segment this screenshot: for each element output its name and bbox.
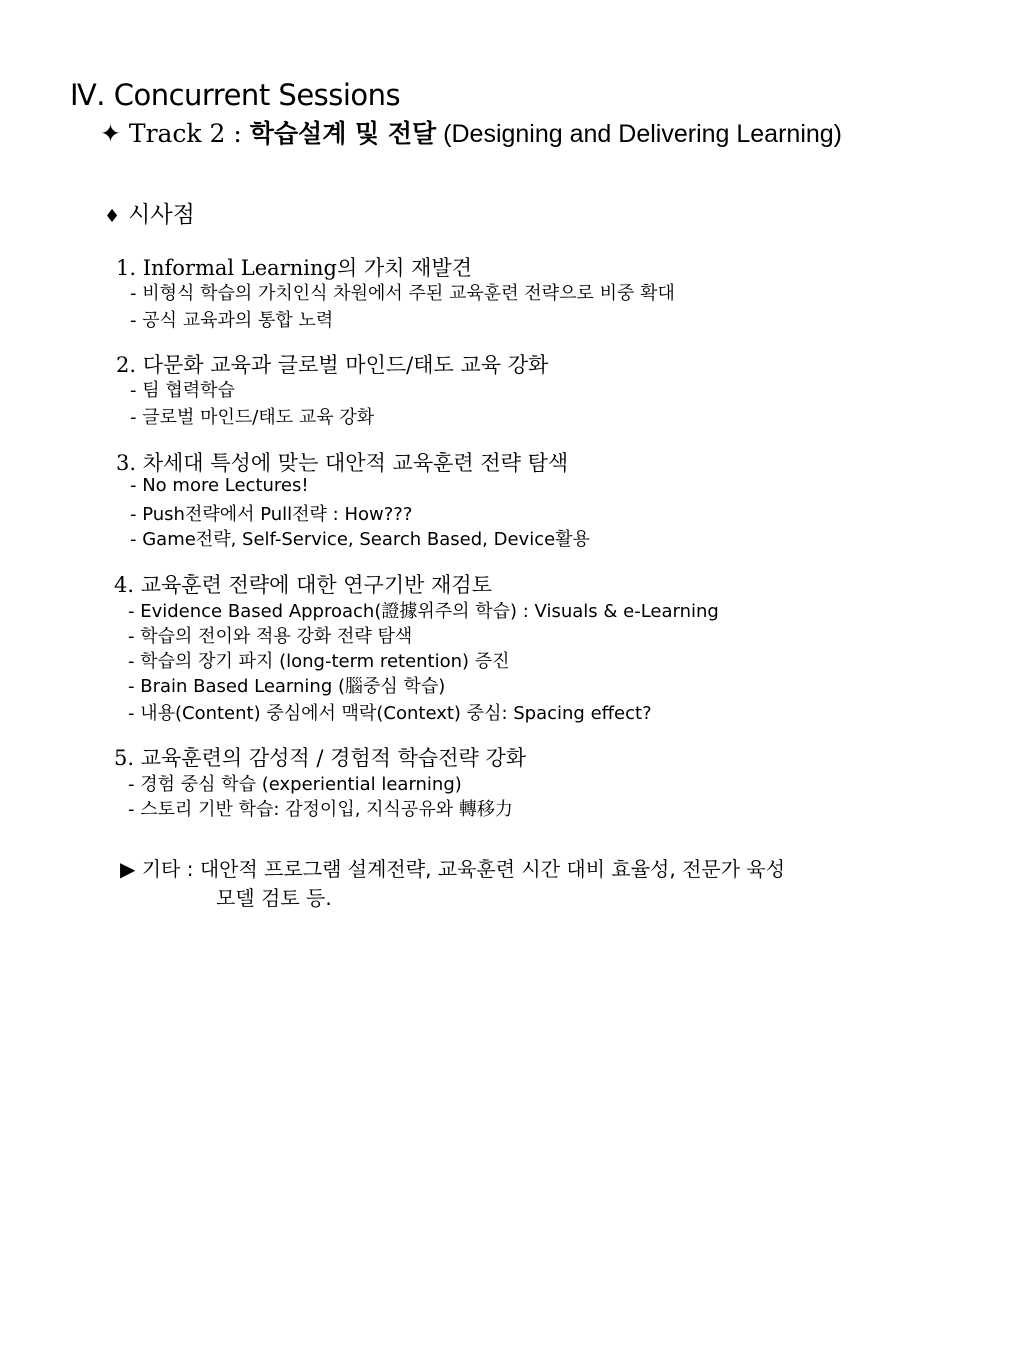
page-title: Ⅳ. Concurrent Sessions [70, 78, 401, 112]
item-4-heading: 4. 교육훈련 전략에 대한 연구기반 재검토 [114, 573, 492, 597]
item-4-sub-3: - 학습의 장기 파지 (long-term retention) 증진 [128, 651, 510, 672]
item-1-heading: 1. Informal Learning의 가치 재발견 [116, 256, 473, 280]
section-heading [104, 196, 195, 229]
item-5-sub-1: - 경험 중심 학습 (experiential learning) [128, 774, 462, 795]
item-2-sub-2: - 글로벌 마인드/태도 교육 강화 [130, 407, 375, 428]
track-heading [100, 114, 842, 150]
diamond-bullet-icon: ♦ [104, 206, 121, 227]
other-note-line-1: ▶ 기타 : 대안적 프로그램 설계전략, 교육훈련 시간 대비 효율성, 전문가 육성 [120, 857, 786, 881]
item-4-sub-4: - Brain Based Learning (腦중심 학습) [128, 676, 446, 697]
track-lead: ✦ Track 2 : [100, 119, 250, 148]
item-2-heading: 2. 다문화 교육과 글로벌 마인드/태도 교육 강화 [116, 353, 549, 377]
item-3-sub-1: - No more Lectures! [130, 475, 309, 496]
item-4-sub-1: - Evidence Based Approach(證據위주의 학습) : Visuals & e-Learning [128, 601, 719, 622]
item-5-heading: 5. 교육훈련의 감성적 / 경험적 학습전략 강화 [114, 746, 527, 770]
item-4-sub-5: - 내용(Content) 중심에서 맥락(Context) 중심: Spacing effect? [128, 703, 652, 724]
track-korean-title: 학습설계 및 전달 [249, 119, 437, 148]
item-3-heading: 3. 차세대 특성에 맞는 대안적 교육훈련 전략 탐색 [116, 451, 569, 475]
track-english-title: (Designing and Delivering Learning) [436, 120, 843, 148]
item-3-sub-2: - Push전략에서 Pull전략 : How??? [130, 504, 413, 525]
item-1-sub-1: - 비형식 학습의 가치인식 차원에서 주된 교육훈련 전략으로 비중 확대 [130, 283, 675, 304]
item-3-sub-3: - Game전략, Self-Service, Search Based, Device활용 [130, 529, 590, 550]
section-label: 시사점 [128, 202, 195, 228]
item-4-sub-2: - 학습의 전이와 적용 강화 전략 탐색 [128, 626, 413, 647]
other-note-line-2: 모델 검토 등. [216, 886, 332, 910]
item-5-sub-2: - 스토리 기반 학습: 감정이입, 지식공유와 轉移力 [128, 799, 513, 820]
item-1-sub-2: - 공식 교육과의 통합 노력 [130, 310, 334, 331]
item-2-sub-1: - 팀 협력학습 [130, 380, 235, 401]
